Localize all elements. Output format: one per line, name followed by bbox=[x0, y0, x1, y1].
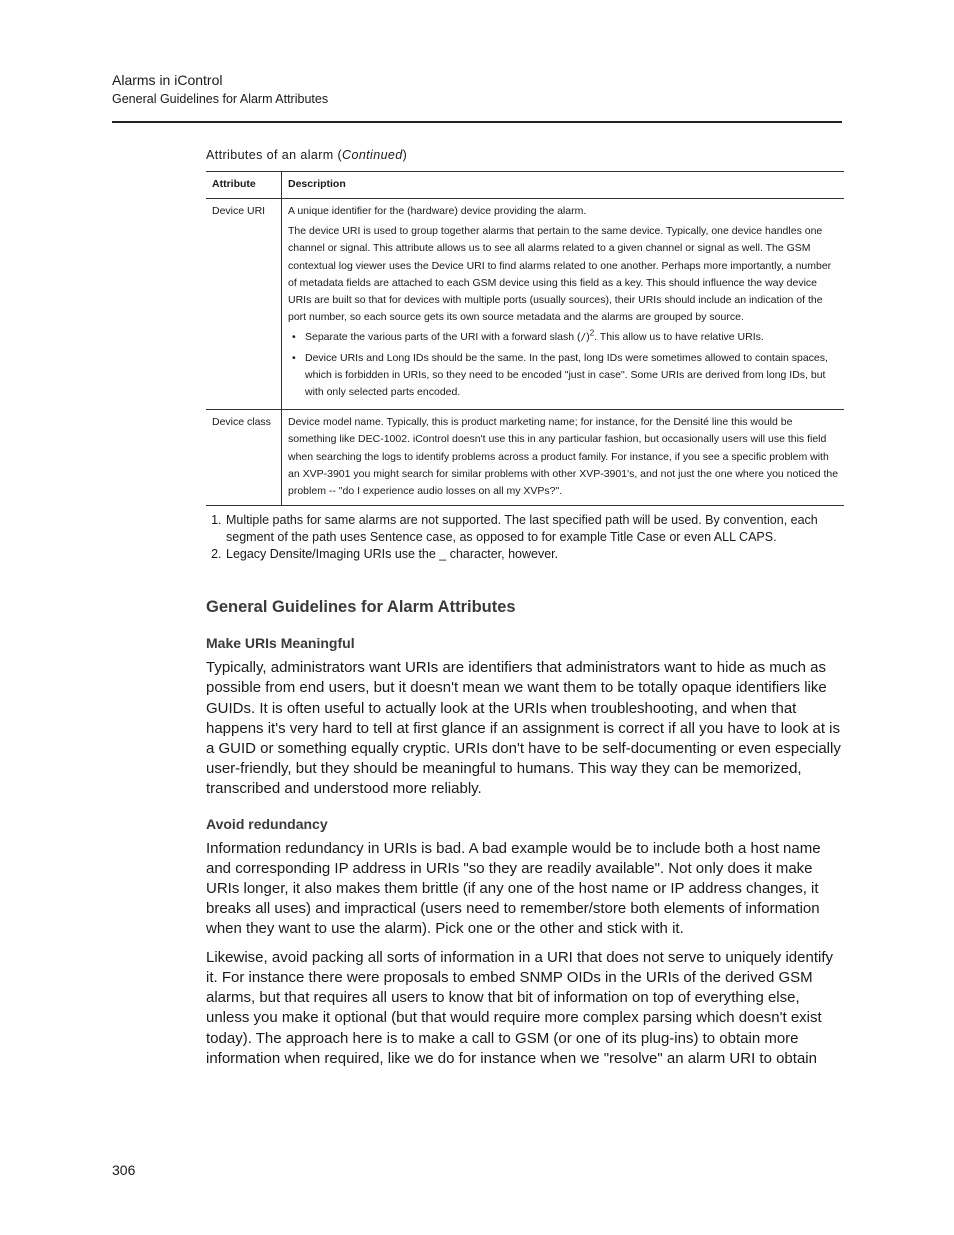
running-header bbox=[112, 70, 842, 108]
table-header-row bbox=[206, 172, 844, 199]
section-subtitle: General Guidelines for Alarm Attributes bbox=[112, 92, 329, 106]
code-slash: / bbox=[580, 332, 587, 344]
chapter-title: Alarms in iControl bbox=[112, 72, 223, 88]
section-heading: General Guidelines for Alarm Attributes bbox=[206, 598, 516, 617]
table-row-device-class bbox=[206, 410, 844, 506]
subheading-make-uris-meaningful: Make URIs Meaningful bbox=[206, 635, 355, 652]
column-header-description: Description bbox=[282, 172, 845, 199]
caption-continued: Continued bbox=[342, 148, 403, 162]
bullet-item: • Separate the various parts of the URI with a forward slash $(/)^2$. This allow us to have relative URIs. bbox=[305, 329, 839, 346]
attribute-description bbox=[282, 199, 845, 410]
footnote-ref: 2 bbox=[589, 328, 595, 338]
description-paragraph: The device URI is used to group together alarms that pertain to the same device. Typically, one device handles one channel or signal. This attribute allows us to see all alarms related to a given channel or signal as well. The GSM contextual log viewer uses the Device URI to find alarms related to one another. Perhaps more importantly, a number of metadata fields are attached to each GSM device using this field as a key. This should influence the way device URIs are built so that for devices with multiple ports (usually sources), their URIs should include an indication of the port number, so each source gets its own source metadata and the alarms are grouped by source. bbox=[288, 225, 832, 324]
table-row-device-uri bbox=[206, 199, 844, 410]
header-rule bbox=[112, 121, 842, 123]
attribute-name: Device URI bbox=[206, 199, 282, 410]
description-bullets bbox=[288, 329, 839, 401]
body-paragraph: Typically, administrators want URIs are identifiers that administrators want to hide as much as possible from end users, but it doesn't mean we want them to be totally opaque identifiers like GUIDs. It is often useful to actually look at the URIs when troubleshooting, and when that happens it's very hard to tell at first glance if an assignment is correct if all you have to look at is a GUID or something equally cryptic. URIs don't have to be self-documenting or even especially user-friendly, but they should be meaningful to humans. This way they can be memorized, transcribed and understood more reliably. bbox=[206, 659, 841, 798]
table-caption: Attributes of an alarm (Continued) bbox=[206, 148, 408, 162]
bullet-item: • Device URIs and Long IDs should be the same. In the past, long IDs were sometimes allowed to contain spaces, which is forbidden in URIs, so they need to be encoded "just in case". Some URIs are derived from long IDs, but with only selected parts encoded. bbox=[305, 350, 839, 402]
body-paragraph: Information redundancy in URIs is bad. A bad example would be to include both a host name and corresponding IP address in URIs "so they are readily available". Not only does it make URIs longer, it also makes them brittle (if any one of the host name or IP address changes, it breaks all uses) and impractical (users need to remember/store both elements of information when they want to use the alarm). Pick one or the other and stick with it. bbox=[206, 839, 821, 938]
table-footnotes bbox=[206, 512, 844, 563]
body-paragraph: Likewise, avoid packing all sorts of information in a URI that does not serve to uniquely identify it. For instance there were proposals to embed SNMP OIDs in the URIs of the derived GSM alarms, but that requires all users to know that bit of information on top of everything else, unless you make it optional (but that would require more complex parsing which doesn't exist today). The approach here is to make a call to GSM (or one of its plug-ins) to obtain more information when required, like we do for instance when we "resolve" an alarm URI to obtain bbox=[206, 948, 833, 1067]
attribute-name: Device class bbox=[206, 410, 282, 506]
attributes-table bbox=[206, 171, 844, 506]
column-header-attribute: Attribute bbox=[206, 172, 282, 199]
page-number: 306 bbox=[112, 1162, 136, 1178]
page-content bbox=[206, 146, 844, 1069]
attribute-description: Device model name. Typically, this is product marketing name; for instance, for the Densité line this would be something like DEC-1002. iControl doesn't use this in any particular fashion, but occasionally users will use this field when searching the logs to identify problems across a product family. For instance, if you see a specific problem with an XVP-3901 you might search for similar problems with other XVP-3901's, and not just the one where you noticed the problem -- "do I experience audio losses on all my XVPs?". bbox=[282, 410, 845, 506]
footnote-2: 2. Legacy Densite/Imaging URIs use the _ character, however. bbox=[225, 546, 844, 563]
footnote-1: 1. Multiple paths for same alarms are not supported. The last specified path will be used. By convention, each segment of the path uses Sentence case, as opposed to for example Title Case or even ALL CAPS. bbox=[225, 512, 844, 546]
description-paragraph: A unique identifier for the (hardware) device providing the alarm. bbox=[288, 205, 587, 217]
subheading-avoid-redundancy: Avoid redundancy bbox=[206, 815, 328, 832]
